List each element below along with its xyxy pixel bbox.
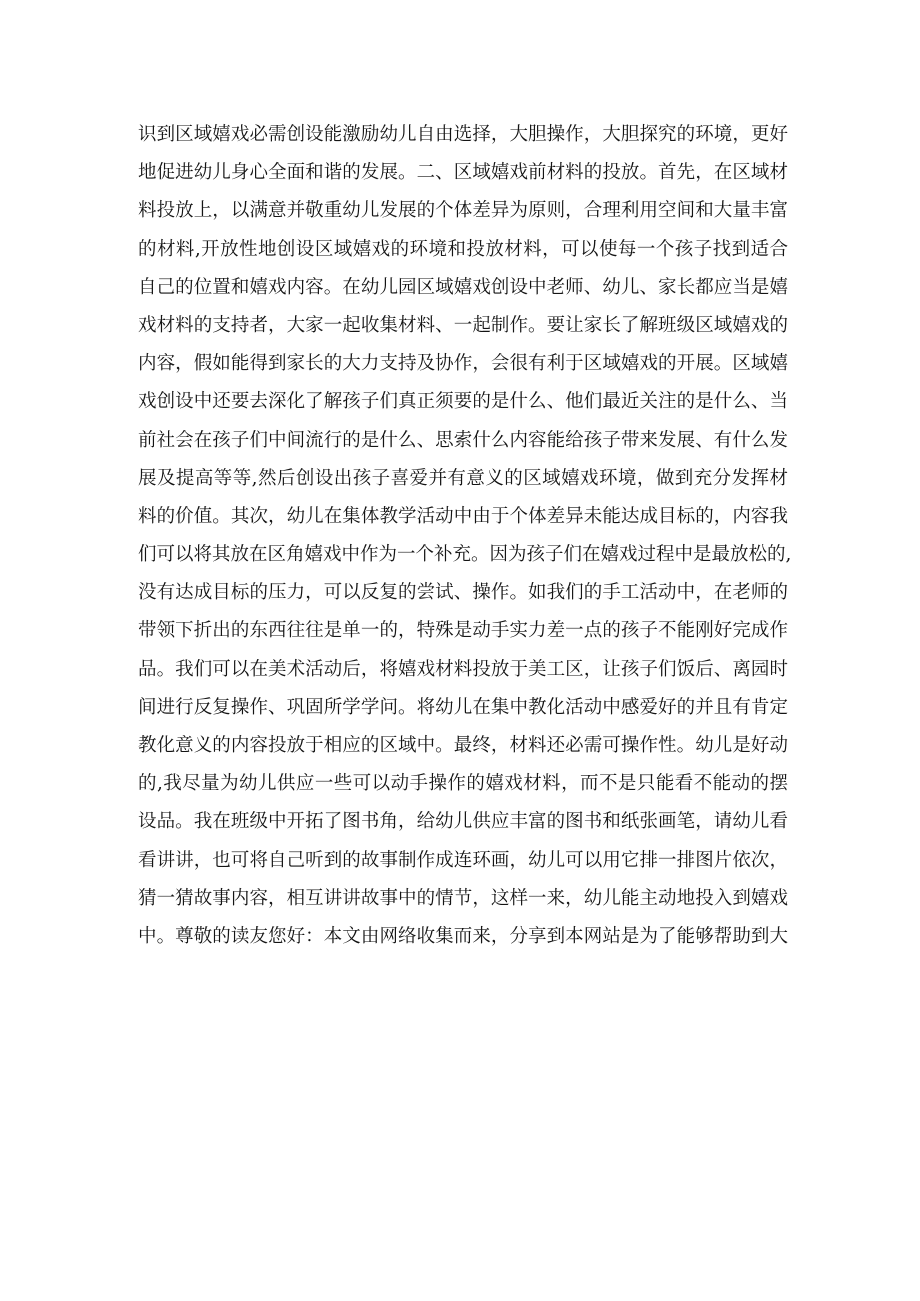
text-line: 带领下折出的东西往往是单一的，特殊是动手实力差一点的孩子不能刚好完成作 xyxy=(138,620,788,642)
text-line: 内容，假如能得到家长的大力支持及协作，会很有利于区域嬉戏的开展。区域嬉 xyxy=(138,353,788,375)
text-line: 展及提高等等,然后创设出孩子喜爱并有意义的区域嬉戏环境，做到充分发挥材 xyxy=(138,467,788,489)
text-line: 识到区域嬉戏必需创设能激励幼儿自由选择，大胆操作，大胆探究的环境，更好 xyxy=(138,124,788,145)
text-line: 戏创设中还要去深化了解孩子们真正须要的是什么、他们最近关注的是什么、当 xyxy=(138,391,788,413)
text-line: 料投放上，以满意并敬重幼儿发展的个体差异为原则，合理利用空间和大量丰富 xyxy=(138,200,788,222)
text-line: 看讲讲，也可将自己听到的故事制作成连环画，幼儿可以用它排一排图片依次， xyxy=(138,849,788,871)
text-line: 中。尊敬的读友您好：本文由网络收集而来，分享到本网站是为了能够帮助到大 xyxy=(138,925,788,947)
text-line: 戏材料的支持者，大家一起收集材料、一起制作。要让家长了解班级区域嬉戏的 xyxy=(138,314,788,336)
text-line: 们可以将其放在区角嬉戏中作为一个补充。因为孩子们在嬉戏过程中是最放松的, xyxy=(138,544,792,566)
text-line: 品。我们可以在美术活动后，将嬉戏材料投放于美工区，让孩子们饭后、离园时 xyxy=(138,658,788,680)
text-line: 没有达成目标的压力，可以反复的尝试、操作。如我们的手工活动中，在老师的 xyxy=(138,582,788,604)
body-paragraph xyxy=(138,116,792,956)
text-line: 料的价值。其次，幼儿在集体教学活动中由于个体差异未能达成目标的，内容我 xyxy=(138,505,788,527)
text-line: 的,我尽量为幼儿供应一些可以动手操作的嬉戏材料，而不是只能看不能动的摆 xyxy=(138,773,788,795)
text-line: 的材料,开放性地创设区域嬉戏的环境和投放材料，可以使每一个孩子找到适合 xyxy=(138,238,788,260)
text-line: 猜一猜故事内容，相互讲讲故事中的情节，这样一来，幼儿能主动地投入到嬉戏 xyxy=(138,887,788,909)
text-line: 前社会在孩子们中间流行的是什么、思索什么内容能给孩子带来发展、有什么发 xyxy=(138,429,788,451)
text-line: 自己的位置和嬉戏内容。在幼儿园区域嬉戏创设中老师、幼儿、家长都应当是嬉 xyxy=(138,276,788,298)
text-line: 地促进幼儿身心全面和谐的发展。二、区域嬉戏前材料的投放。首先，在区域材 xyxy=(138,162,788,184)
text-line: 教化意义的内容投放于相应的区域中。最终，材料还必需可操作性。幼儿是好动 xyxy=(138,735,788,756)
text-line: 设品。我在班级中开拓了图书角，给幼儿供应丰富的图书和纸张画笔，请幼儿看 xyxy=(138,811,788,833)
text-line: 间进行反复操作、巩固所学学问。将幼儿在集中教化活动中感爱好的并且有肯定 xyxy=(138,696,788,718)
